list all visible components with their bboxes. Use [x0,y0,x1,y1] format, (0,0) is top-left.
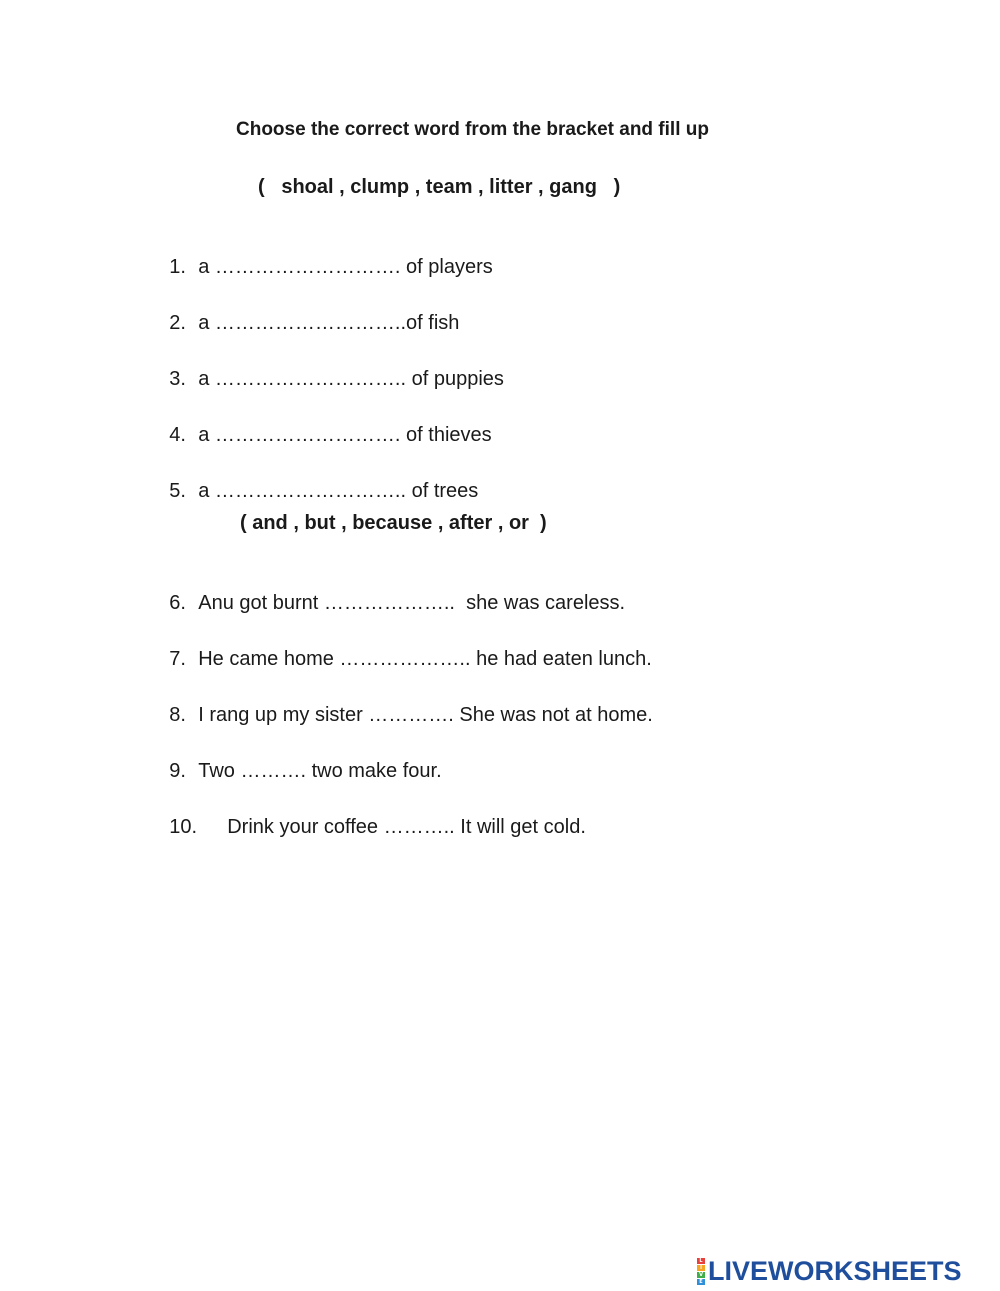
question-text: a ……………………….. of trees [198,480,479,502]
question-text: I rang up my sister …………. She was not at home. [198,704,653,726]
logo-badge-icon [697,1258,705,1285]
logo-badge-letter: E [697,1279,705,1285]
liveworksheets-logo [697,1256,962,1286]
question-text: a ……………………….. of puppies [198,368,504,390]
question-number: 2. [169,312,186,334]
question-number: 1. [169,256,186,278]
question-number: 5. [169,480,186,502]
logo-badge-letter: L [697,1258,705,1264]
question-number: 8. [169,704,186,726]
question-text: Anu got burnt ……………….. she was careless. [198,592,626,614]
question-number: 7. [169,648,186,670]
logo-wordmark: LIVEWORKSHEETS [708,1255,962,1286]
section1-word-options: ( shoal , clump , team , litter , gang ) [258,176,621,198]
question-item-10 [147,791,586,863]
question-number: 3. [169,368,186,390]
logo-badge-letter: V [697,1272,705,1278]
question-number: 10. [169,816,198,838]
question-text: a ………………………..of fish [198,312,460,334]
question-number: 4. [169,424,186,446]
question-number: 6. [169,592,186,614]
question-text: a ………………………. of thieves [198,424,492,446]
question-text: Drink your coffee ……….. It will get cold. [227,816,586,838]
question-text: a ………………………. of players [198,256,493,278]
question-text: He came home ……………….. he had eaten lunch. [198,648,652,670]
question-number: 9. [169,760,186,782]
worksheet-title: Choose the correct word from the bracket and fill up [236,119,709,140]
section2-word-options: ( and , but , because , after , or ) [240,512,547,534]
question-text: Two ………. two make four. [198,760,442,782]
logo-badge-letter: I [697,1265,705,1271]
